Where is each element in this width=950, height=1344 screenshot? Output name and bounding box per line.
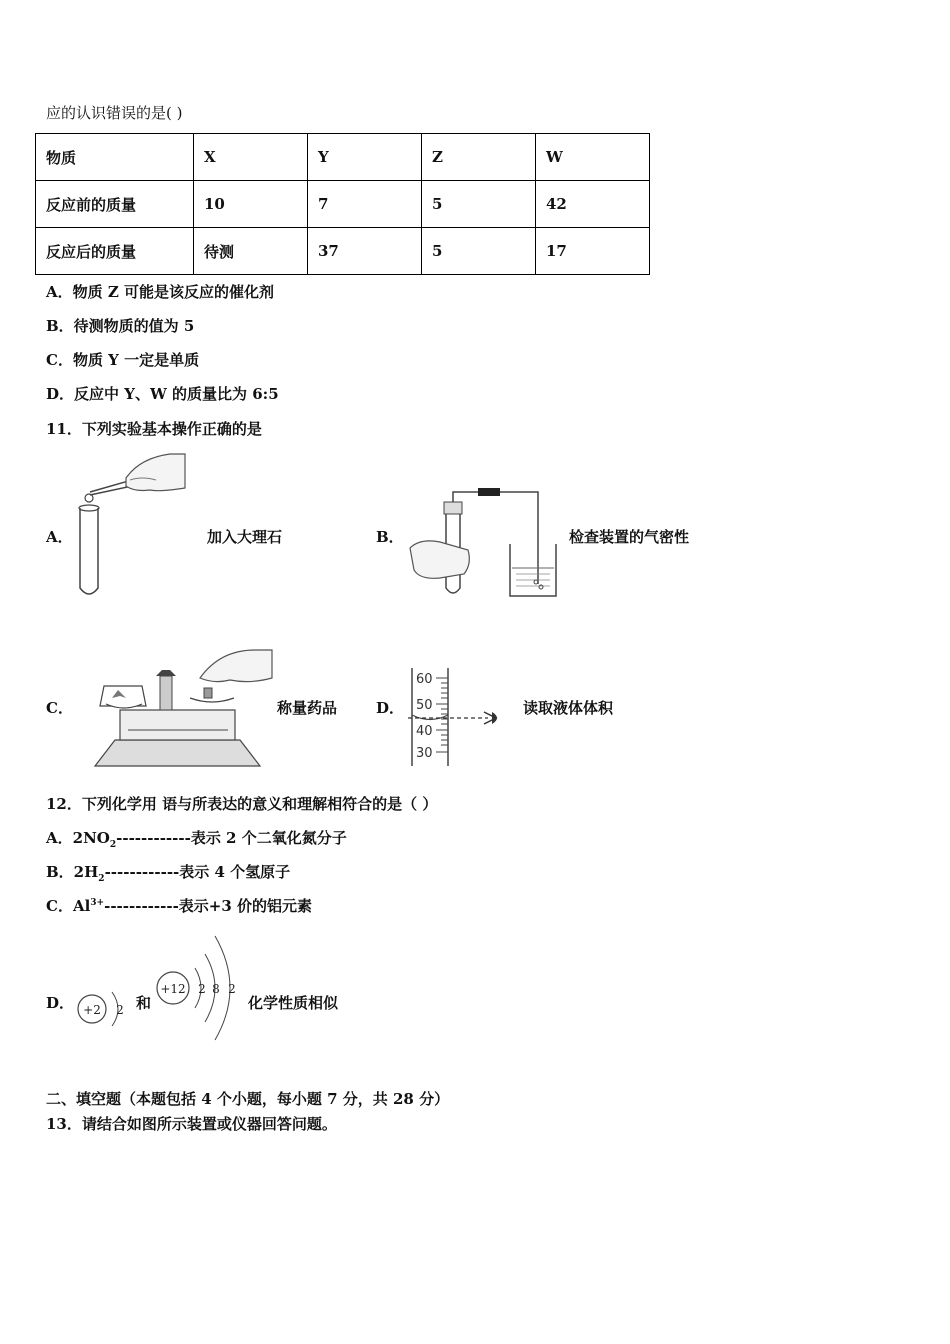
q11-option-b-caption: 检查装置的气密性 <box>569 528 690 546</box>
q12-option-a <box>46 827 347 850</box>
test-tube-tweezers-illustration <box>70 450 190 600</box>
table-cell: 5 <box>422 228 536 275</box>
table-row <box>36 181 650 228</box>
table-cell: X <box>194 134 308 181</box>
q11-option-c-caption: 称量药品 <box>277 699 338 717</box>
nucleus-charge: +2 <box>83 1003 101 1017</box>
helium-atom-structure-diagram <box>76 982 136 1038</box>
table-cell: 反应后的质量 <box>36 228 194 275</box>
cylinder-tick-label: 40 <box>416 724 433 739</box>
q12-option-d-joiner: 和 <box>136 994 152 1012</box>
cylinder-tick-label: 60 <box>416 672 433 687</box>
airtightness-apparatus-illustration <box>410 488 560 600</box>
table-cell: 物质 <box>36 134 194 181</box>
option-meaning: ------------表示+3 价的铝元素 <box>104 897 313 915</box>
mass-table <box>35 133 650 275</box>
q13-stem: 13．请结合如图所示装置或仪器回答问题。 <box>46 1115 337 1133</box>
q10-option-c: C．物质 Y 一定是单质 <box>46 351 200 369</box>
table-cell: W <box>536 134 650 181</box>
shell-electron-count: 2 <box>198 982 206 996</box>
q12-option-b <box>46 861 290 884</box>
table-cell: 5 <box>422 181 536 228</box>
q11-option-a-letter: A． <box>46 528 73 546</box>
table-cell: 17 <box>536 228 650 275</box>
table-header-row <box>36 134 650 181</box>
q11-stem: 11．下列实验基本操作正确的是 <box>46 420 262 438</box>
q10-option-b: B．待测物质的值为 5 <box>46 317 195 335</box>
shell-electron-count: 8 <box>212 982 220 996</box>
table-cell: 待测 <box>194 228 308 275</box>
formula-prefix: A．2NO <box>46 829 110 847</box>
cylinder-tick-label: 30 <box>416 746 433 761</box>
table-cell: 7 <box>308 181 422 228</box>
magnesium-atom-structure-diagram <box>155 932 245 1042</box>
formula-subscript: 2 <box>109 840 117 850</box>
shell-electron-count: 2 <box>228 982 236 996</box>
q11-option-d-letter: D． <box>376 699 405 717</box>
q12-option-d-caption: 化学性质相似 <box>248 994 339 1012</box>
table-cell: Y <box>308 134 422 181</box>
q10-intro: 应的认识错误的是( ) <box>46 104 183 122</box>
formula-prefix: C．Al <box>46 897 91 915</box>
balance-scale-illustration <box>90 648 275 768</box>
q12-option-d-letter: D． <box>46 994 75 1012</box>
section-title: 二、填空题（本题包括 4 个小题，每小题 7 分，共 28 分） <box>46 1090 450 1108</box>
q12-stem: 12．下列化学用 语与所表达的意义和理解相符合的是（ ） <box>46 795 438 813</box>
nucleus-charge: +12 <box>160 982 186 996</box>
table-cell: 反应前的质量 <box>36 181 194 228</box>
formula-prefix: B．2H <box>46 863 99 881</box>
ion-charge: 3+ <box>90 898 105 908</box>
shell-electron-count: 2 <box>116 1003 124 1017</box>
q10-option-d: D．反应中 Y、W 的质量比为 6:5 <box>46 385 279 403</box>
table-row <box>36 228 650 275</box>
cylinder-tick-label: 50 <box>416 698 433 713</box>
q10-option-a: A．物质 Z 可能是该反应的催化剂 <box>46 283 275 301</box>
q11-option-d-caption: 读取液体体积 <box>523 699 614 717</box>
formula-subscript: 2 <box>98 874 105 884</box>
table-cell: Z <box>422 134 536 181</box>
option-meaning: ------------表示 4 个氢原子 <box>104 863 291 881</box>
q11-option-a-caption: 加入大理石 <box>207 528 283 546</box>
table-cell: 10 <box>194 181 308 228</box>
q11-option-b-letter: B． <box>376 528 404 546</box>
graduated-cylinder-illustration <box>408 668 520 768</box>
option-meaning: ------------表示 2 个二氧化氮分子 <box>116 829 347 847</box>
table-cell: 37 <box>308 228 422 275</box>
q11-option-c-letter: C． <box>46 699 73 717</box>
q12-option-c <box>46 895 312 916</box>
table-cell: 42 <box>536 181 650 228</box>
